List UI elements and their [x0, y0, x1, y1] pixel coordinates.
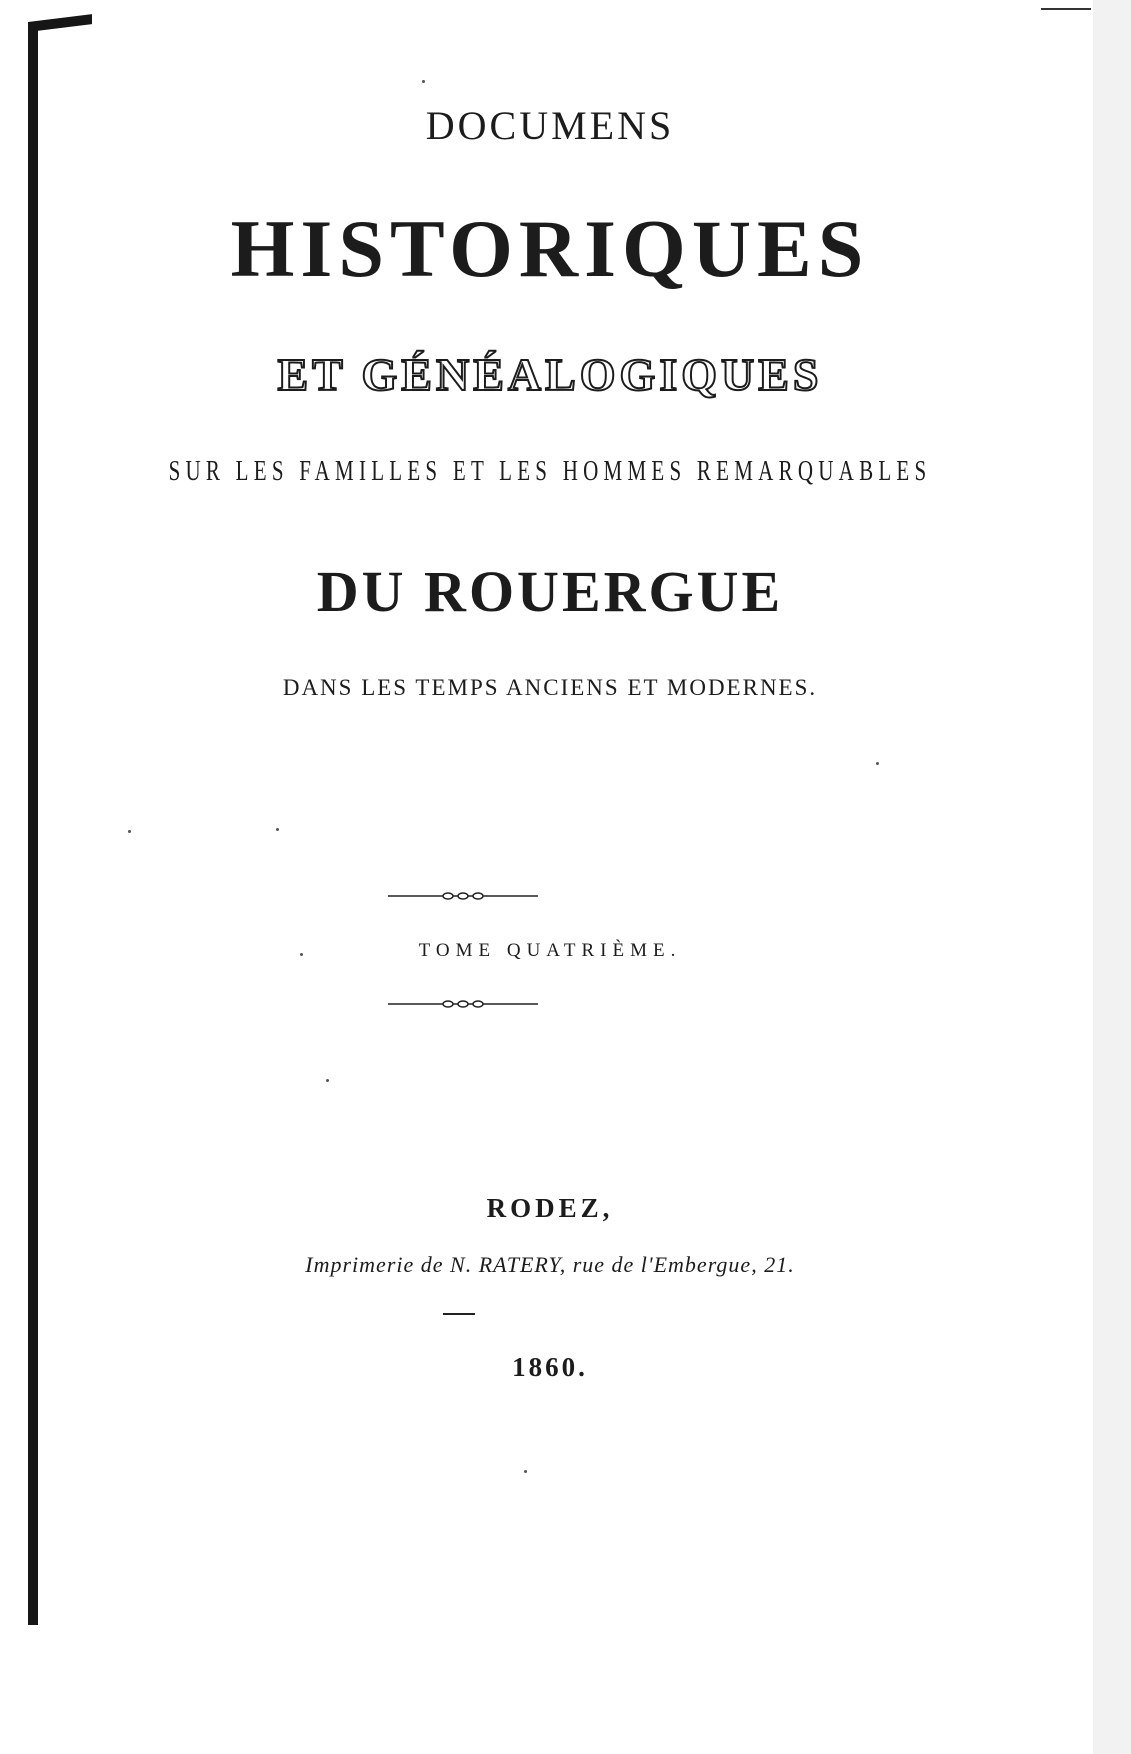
- title-genealogiques: ET GÉNÉALOGIQUES: [277, 349, 823, 400]
- printer-line: Imprimerie de N. RATERY, rue de l'Embergue, 21.: [305, 1252, 795, 1277]
- title-documens: DOCUMENS: [425, 103, 675, 148]
- scan-speck: [300, 953, 303, 956]
- scan-speck: [326, 1079, 329, 1082]
- title-rouergue: DU ROUERGUE: [316, 559, 784, 624]
- ornament-divider-top: [388, 890, 538, 902]
- scan-speck: [128, 830, 131, 833]
- subtitle-temps: DANS LES TEMPS ANCIENS ET MODERNES.: [282, 675, 818, 700]
- ornament-divider-bottom: [388, 998, 538, 1010]
- scan-speck: [276, 828, 279, 831]
- subtitle-familles: SUR LES FAMILLES ET LES HOMMES REMARQUABLES: [168, 456, 932, 487]
- publication-city: RODEZ,: [486, 1193, 614, 1223]
- scan-speck: [422, 80, 425, 83]
- scan-speck: [524, 1470, 527, 1473]
- publication-year: 1860.: [512, 1352, 588, 1382]
- scan-mark: [1041, 8, 1091, 10]
- short-rule: [443, 1313, 475, 1315]
- title-historiques: HISTORIQUES: [230, 203, 870, 294]
- scan-speck: [876, 762, 879, 765]
- volume-label: TOME QUATRIÈME.: [418, 940, 682, 961]
